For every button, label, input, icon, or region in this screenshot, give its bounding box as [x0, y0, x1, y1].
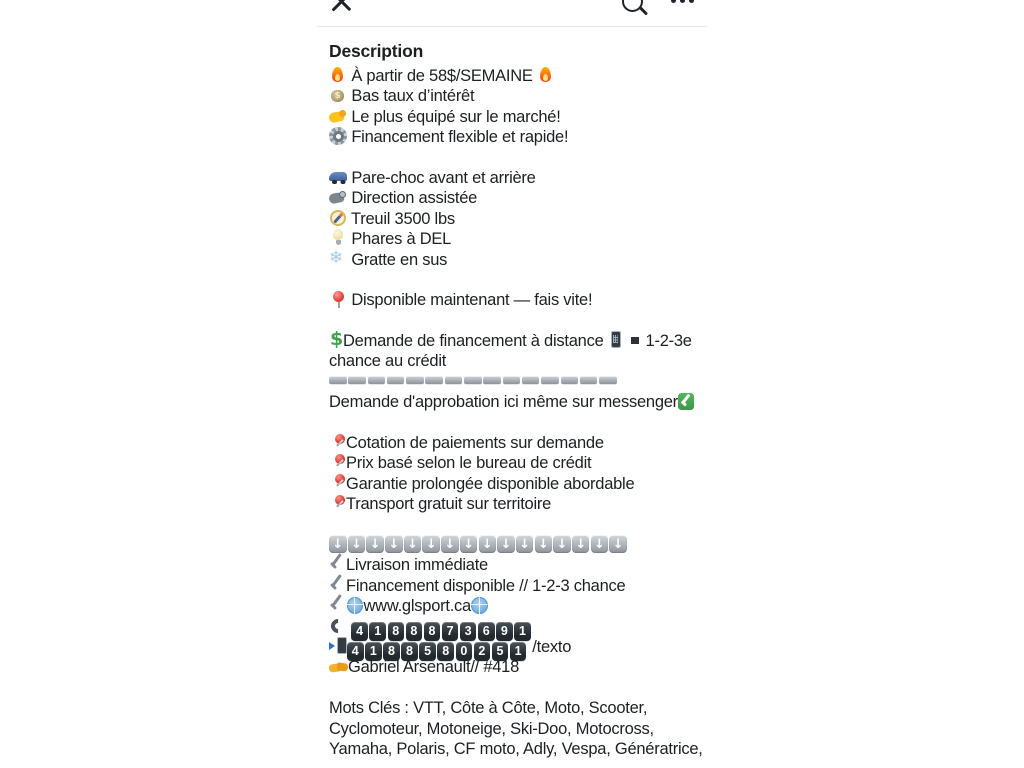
- marketplace-description-page: [317, 0, 707, 768]
- heavy-minus-icon: [368, 376, 386, 384]
- text: www.glsport.ca: [363, 597, 471, 616]
- description-line: [329, 617, 695, 637]
- description-line: [329, 433, 695, 453]
- keycap-5-icon: 5: [492, 642, 509, 661]
- text: Demande d'approbation ici même sur messenger: [329, 393, 678, 412]
- telephone-receiver-icon: [329, 617, 347, 635]
- heavy-minus-icon: [387, 376, 405, 384]
- snowflake-icon: [329, 250, 347, 268]
- text: Direction assistée: [347, 189, 478, 208]
- money-bag-icon: [329, 86, 347, 104]
- description-title: Description: [329, 41, 424, 61]
- arrow-curving-down-icon: [460, 535, 478, 553]
- text: Gabriel Arsenault// #418: [348, 658, 520, 677]
- fire-icon: [537, 66, 555, 84]
- heavy-minus-icon: [348, 376, 366, 384]
- arrow-curving-down-icon: [422, 535, 440, 553]
- round-pushpin-icon: [329, 290, 347, 308]
- description-line: [329, 86, 695, 106]
- heavy-minus-icon: [580, 376, 598, 384]
- keycap-3-icon: 3: [460, 622, 477, 641]
- heavy-minus-icon: [522, 376, 540, 384]
- dollar-sign-icon: [329, 331, 343, 349]
- keycap-0-icon: 0: [456, 642, 473, 661]
- text: Transport gratuit sur territoire: [346, 495, 552, 514]
- suv-icon: [329, 168, 347, 186]
- text: Gratte en sus: [347, 250, 448, 269]
- description-line: [329, 229, 695, 249]
- description-section: [317, 41, 707, 759]
- heavy-minus-icon: [503, 376, 521, 384]
- description-line: [329, 250, 695, 270]
- arrow-curving-down-icon: [553, 535, 571, 553]
- heavy-minus-icon: [483, 376, 501, 384]
- pushpin-icon: [329, 474, 346, 492]
- description-line: [329, 515, 695, 535]
- fire-icon: [329, 66, 347, 84]
- description-line: [329, 657, 695, 677]
- arrow-curving-down-icon: [385, 535, 403, 553]
- arrow-curving-down-icon: [572, 535, 590, 553]
- keycap-4-icon: 4: [351, 622, 368, 641]
- text: Cotation de paiements sur demande: [346, 434, 604, 453]
- text: Phares à DEL: [347, 230, 452, 249]
- text: Mots Clés : VTT, Côte à Côte, Moto, Scooter,: [329, 699, 648, 718]
- heavy-minus-icon: [445, 376, 463, 384]
- description-line: [329, 127, 695, 147]
- description-line: [329, 107, 695, 127]
- keycap-1-icon: 1: [514, 622, 531, 641]
- description-line: [329, 168, 695, 188]
- text: Le plus équipé sur le marché!: [347, 107, 561, 126]
- text: Bas taux d’intérêt: [347, 87, 475, 106]
- arrow-curving-down-icon: [609, 535, 627, 553]
- text: Financement flexible et rapide!: [347, 128, 569, 147]
- gear-icon: [329, 127, 347, 145]
- description-line: [329, 413, 695, 433]
- description-line: [329, 474, 695, 494]
- description-line: [329, 270, 695, 290]
- keycap-8-icon: 8: [383, 642, 400, 661]
- text: Livraison immédiate: [346, 556, 488, 575]
- heavy-minus-icon: [329, 376, 347, 384]
- arrow-curving-down-icon: [366, 535, 384, 553]
- description-line: [329, 66, 695, 86]
- text: Disponible maintenant — fais vite!: [347, 291, 593, 310]
- text: Prix basé selon le bureau de crédit: [346, 454, 592, 473]
- keycap-8-icon: 8: [437, 642, 454, 661]
- keycap-8-icon: 8: [406, 622, 423, 641]
- text: À partir de 58$/SEMAINE: [347, 67, 538, 85]
- arrow-curving-down-icon: [348, 535, 366, 553]
- heavy-minus-icon: [464, 376, 482, 384]
- text: 1-2-3e: [641, 332, 692, 351]
- text: Cyclomoteur, Motoneige, Ski-Doo, Motocross,: [329, 719, 654, 738]
- mobile-phone-arrow-icon: [329, 637, 347, 655]
- arrow-curving-down-icon: [497, 535, 515, 553]
- description-line: [329, 290, 695, 310]
- text: Yamaha, Polaris, CF moto, Adly, Vespa, Génératrice,: [329, 739, 703, 758]
- text: Treuil 3500 lbs: [347, 209, 455, 228]
- description-line: [329, 739, 703, 759]
- arrow-curving-down-icon: [441, 535, 459, 553]
- description-line: [329, 678, 695, 698]
- mobile-phone-icon: [608, 331, 624, 349]
- description-line: [329, 555, 695, 575]
- keycap-6-icon: 6: [478, 622, 495, 641]
- keycap-8-icon: 8: [424, 622, 441, 641]
- description-line: [329, 576, 695, 596]
- text: Garantie prolongée disponible abordable: [346, 474, 635, 493]
- description-line: [329, 494, 695, 514]
- text: /texto: [527, 637, 572, 656]
- arrow-curving-down-icon: [404, 535, 422, 553]
- globe-icon: [346, 596, 364, 614]
- pushpin-icon: [329, 453, 346, 471]
- description-line: [329, 351, 695, 371]
- description-line: [329, 372, 695, 392]
- heavy-minus-icon: [541, 376, 559, 384]
- description-line: [329, 596, 695, 616]
- text: Demande de financement à distance: [343, 332, 608, 351]
- text: Financement disponible // 1-2-3 chance: [346, 576, 626, 595]
- search-icon[interactable]: [622, 0, 643, 12]
- heavy-minus-icon: [425, 376, 443, 384]
- compass-icon: [329, 209, 347, 227]
- description-line: [329, 188, 695, 208]
- keycap-9-icon: 9: [496, 622, 513, 641]
- keycap-8-icon: 8: [388, 622, 405, 641]
- check-mark-green-icon: [678, 393, 695, 410]
- keycap-2-icon: 2: [474, 642, 491, 661]
- check-mark-gray-icon: [329, 596, 346, 614]
- keycap-4-icon: 4: [347, 642, 364, 661]
- text: chance au crédit: [329, 352, 447, 371]
- keycap-1-icon: 1: [365, 642, 382, 661]
- arrow-curving-down-icon: [591, 535, 609, 553]
- description-line: [329, 148, 695, 168]
- globe-icon: [471, 596, 489, 614]
- heavy-minus-icon: [561, 376, 579, 384]
- pushpin-icon: [329, 433, 346, 451]
- text: Pare-choc avant et arrière: [347, 168, 536, 187]
- header-bar: [317, 0, 707, 27]
- description-line: [329, 392, 695, 412]
- check-mark-gray-icon: [329, 555, 346, 573]
- description-lines: [329, 66, 703, 759]
- flexed-biceps-icon: [329, 107, 347, 125]
- description-line: [329, 637, 695, 657]
- arrow-curving-down-icon: [329, 535, 347, 553]
- mechanical-arm-icon: [329, 188, 347, 206]
- pushpin-icon: [329, 494, 346, 512]
- keycap-7-icon: 7: [442, 622, 459, 641]
- keycap-1-icon: 1: [510, 642, 527, 661]
- heavy-minus-icon: [599, 376, 617, 384]
- keycap-5-icon: 5: [419, 642, 436, 661]
- keycap-8-icon: 8: [401, 642, 418, 661]
- light-bulb-icon: [329, 229, 347, 247]
- handshake-icon: [329, 657, 348, 675]
- check-mark-gray-icon: [329, 576, 346, 594]
- description-line: [329, 311, 695, 331]
- arrow-curving-down-icon: [479, 535, 497, 553]
- description-line: [329, 698, 695, 718]
- more-options-icon[interactable]: [671, 0, 699, 4]
- arrow-curving-down-icon: [516, 535, 534, 553]
- close-icon[interactable]: [329, 0, 353, 14]
- arrow-curving-down-icon: [535, 535, 553, 553]
- heavy-minus-icon: [406, 376, 424, 384]
- description-line: [329, 453, 695, 473]
- description-line: [329, 535, 695, 555]
- keycap-1-icon: 1: [369, 622, 386, 641]
- small-black-square-icon: [628, 331, 641, 349]
- description-line: [329, 209, 695, 229]
- description-line: [329, 331, 695, 351]
- description-line: [329, 719, 695, 739]
